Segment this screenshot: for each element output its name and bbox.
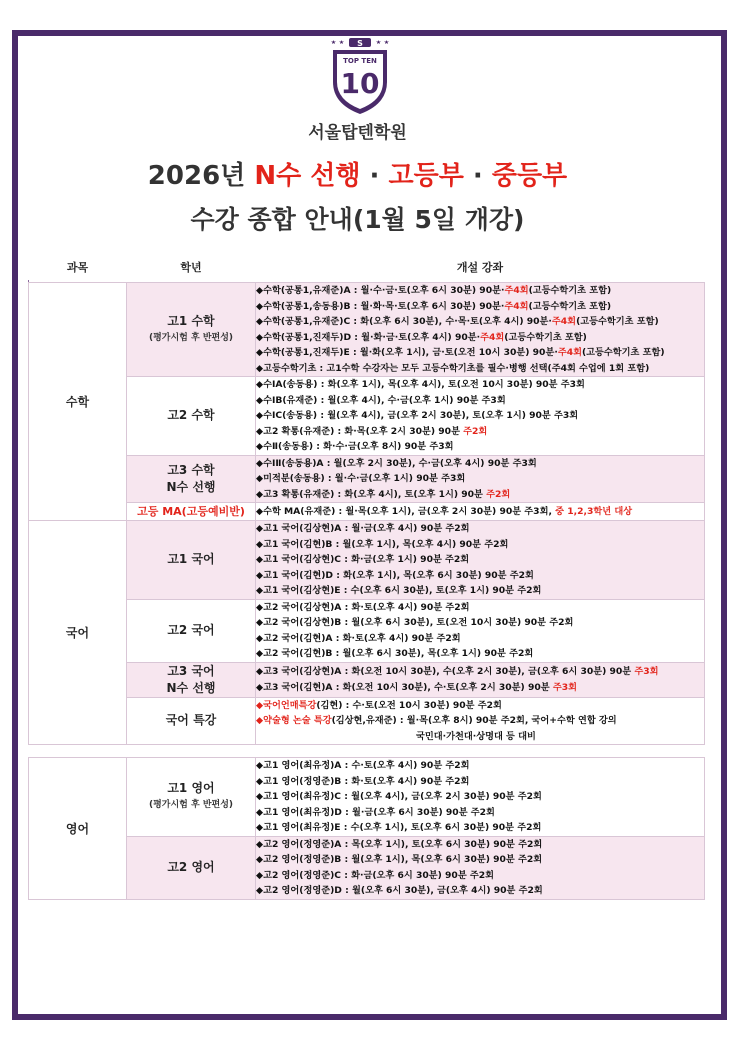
course-item: ◆고1 국어(김현)D : 화(오후 1시), 목(오후 6시 30분) 90분 주2회 xyxy=(256,569,534,581)
course-item: ◆고3 국어(김상현)A : 화(오전 10시 30분), 수(오후 2시 30분), 금(오후 6시 30분) 90분 주3회 xyxy=(256,666,659,677)
section-gap xyxy=(29,745,705,758)
grade-label: 고1 수학 (평가시험 후 반편성) xyxy=(127,283,256,377)
course-item: ◆고2 영어(정영준)B : 월(오후 1시), 목(오후 6시 30분) 90분 주2회 xyxy=(256,854,543,865)
course-item: ◆고2 확통(유재준) : 화·목(오후 2시 30분) 90분 주2회 xyxy=(256,425,488,437)
course-item: ◆고2 영어(정영준)D : 월(오후 6시 30분), 금(오후 4시) 90분 주2회 xyxy=(256,885,543,896)
academy-name: 서울탑텐학원 xyxy=(308,123,407,143)
course-list xyxy=(256,503,705,521)
course-list xyxy=(256,283,705,377)
course-item: ◆고2 국어(김상현)A : 화·토(오후 4시) 90분 주2회 xyxy=(256,601,470,613)
table-row xyxy=(29,377,705,456)
table-row xyxy=(29,521,705,600)
schedule-table xyxy=(28,252,705,900)
course-item: ◆수학(공통1,진재두)E : 월·화(오후 1시), 금·토(오전 10시 30분) 90분·주4회(고등수학기초 포함) xyxy=(256,347,665,358)
course-item: ◆수Ⅱ(송동용) : 화·수·금(오후 8시) 90분 주3회 xyxy=(256,441,454,452)
grade-label: 고1 국어 xyxy=(127,521,256,600)
svg-text:10: 10 xyxy=(340,67,380,100)
grade-label: 국어 특강 xyxy=(127,697,256,745)
table-row xyxy=(29,455,705,503)
course-item: ◆고1 영어(정영준)B : 화·토(오후 4시) 90분 주2회 xyxy=(256,775,470,787)
table-row xyxy=(29,697,705,745)
table-row xyxy=(29,662,705,697)
course-list xyxy=(256,455,705,503)
grade-label: 고등 MA(고등예비반) xyxy=(127,503,256,521)
course-item: ◆수ⅠB(유재준) : 월(오후 4시), 수·금(오후 1시) 90분 주3회 xyxy=(256,394,506,406)
course-item: ◆고등수학기초 : 고1수학 수강자는 모두 고등수학기초를 필수·병행 선택(주4회 수업에 1회 포함) xyxy=(256,362,650,374)
academy-logo xyxy=(329,38,391,114)
course-item: ◆고2 영어(정영준)A : 목(오후 1시), 토(오후 6시 30분) 90분 주2회 xyxy=(256,838,543,850)
course-item: ◆수학(공통1,유재준)A : 월·수·금·토(오후 6시 30분) 90분·주4회(고등수학기초 포함) xyxy=(256,285,612,296)
course-item: ◆고2 국어(김현)B : 월(오후 6시 30분), 목(오후 1시) 90분 주2회 xyxy=(256,648,534,659)
grade-label: 고2 수학 xyxy=(127,377,256,456)
page-title: 2026년 N수 선행 · 고등부 · 중등부 xyxy=(147,161,568,191)
course-item: ◆고1 영어(최유정)E : 수(오후 1시), 토(오후 6시 30분) 90분 주2회 xyxy=(256,822,542,833)
header-subject: 과목 xyxy=(29,252,127,283)
course-list xyxy=(256,377,705,456)
subject-english: 영어 xyxy=(29,758,127,900)
course-item: ◆미적분(송동용) : 월·수·금(오후 1시) 90분 주3회 xyxy=(256,473,466,484)
svg-text:TOP TEN: TOP TEN xyxy=(343,57,377,65)
table-row xyxy=(29,503,705,521)
course-item: ◆고3 국어(김현)A : 화(오전 10시 30분), 수·토(오후 2시 30분) 90분 주3회 xyxy=(256,681,577,693)
table-row xyxy=(29,758,705,837)
course-item: ◆고2 영어(정영준)C : 화·금(오후 6시 30분) 90분 주2회 xyxy=(256,869,495,881)
grade-label: 고2 영어 xyxy=(127,836,256,899)
course-list xyxy=(256,599,705,662)
table-row xyxy=(29,836,705,899)
course-list xyxy=(256,836,705,899)
course-item: ◆고1 국어(김현)B : 월(오후 1시), 목(오후 4시) 90분 주2회 xyxy=(256,538,509,550)
header-courses: 개설 강좌 xyxy=(256,252,705,283)
course-item: ◆고2 국어(김상현)B : 월(오후 6시 30분), 토(오전 10시 30분) 90분 주2회 xyxy=(256,617,574,628)
course-item: ◆수ⅠC(송동용) : 월(오후 4시), 금(오후 2시 30분), 토(오후 1시) 90분 주3회 xyxy=(256,410,579,421)
course-list xyxy=(256,521,705,600)
course-list xyxy=(256,662,705,697)
table-header-row xyxy=(29,252,705,283)
course-item: ◆수학(공통1,송동용)B : 월·화·목·토(오후 6시 30분) 90분·주4회(고등수학기초 포함) xyxy=(256,300,612,312)
grade-label: 고1 영어 (평가시험 후 반편성) xyxy=(127,758,256,837)
subject-math: 수학 xyxy=(29,283,127,521)
course-item: ◆고1 영어(최유정)D : 월·금(오후 6시 30분) 90분 주2회 xyxy=(256,806,495,818)
course-list xyxy=(256,758,705,837)
page-subtitle: 수강 종합 안내(1월 5일 개강) xyxy=(190,205,525,234)
svg-text:S: S xyxy=(357,39,363,48)
course-item: ◆수ⅠⅡ(송동용)A : 월(오후 2시 30분), 수·금(오후 4시) 90분 주3회 xyxy=(256,457,537,469)
course-item: ◆수학 MA(유재준) : 월·목(오후 1시), 금(오후 2시 30분) 90분 주3회, 중 1,2,3학년 대상 xyxy=(256,505,633,517)
course-item: ◆고1 영어(최유정)A : 수·토(오후 4시) 90분 주2회 xyxy=(256,760,470,771)
table-row xyxy=(29,283,705,377)
table-row xyxy=(29,599,705,662)
subject-korean: 국어 xyxy=(29,521,127,745)
course-item: ◆고2 국어(김현)A : 화·토(오후 4시) 90분 주2회 xyxy=(256,632,461,644)
course-item: ◆고1 국어(김상현)A : 월·금(오후 4시) 90분 주2회 xyxy=(256,523,470,534)
header-grade: 학년 xyxy=(127,252,256,283)
course-item: ◆수학(공통1,진재두)D : 월·화·금·토(오후 4시) 90분·주4회(고등수학기초 포함) xyxy=(256,331,587,343)
grade-label: 고2 국어 xyxy=(127,599,256,662)
course-item: ◆수학(공통1,유재준)C : 화(오후 6시 30분), 수·목·토(오후 4시) 90분·주4회(고등수학기초 포함) xyxy=(256,316,659,327)
course-item: ◆수ⅠA(송동용) : 화(오후 1시), 목(오후 4시), 토(오전 10시 30분) 90분 주3회 xyxy=(256,379,585,390)
course-item: ◆고1 영어(최유정)C : 월(오후 4시), 금(오후 2시 30분) 90분 주2회 xyxy=(256,791,542,802)
course-item: ◆고3 확통(유재준) : 화(오후 4시), 토(오후 1시) 90분 주2회 xyxy=(256,488,511,500)
grade-label: 고3 수학 N수 선행 xyxy=(127,455,256,503)
course-item: ◆고1 국어(김상현)E : 수(오후 6시 30분), 토(오후 1시) 90분 주2회 xyxy=(256,585,542,596)
grade-label: 고3 국어 N수 선행 xyxy=(127,662,256,697)
course-item: ◆고1 국어(김상현)C : 화·금(오후 1시) 90분 주2회 xyxy=(256,554,470,565)
course-list: ◆국어언매특강(김현) : 수·토(오전 10시 30분) 90분 주2회 ◆약술형 논술 특강(김상현,유재준) : 월·목(오후 8시) 90분 주2회, 국어+수학 연합 강의 국민대·가천대·상명대 등 대비 xyxy=(256,697,705,745)
